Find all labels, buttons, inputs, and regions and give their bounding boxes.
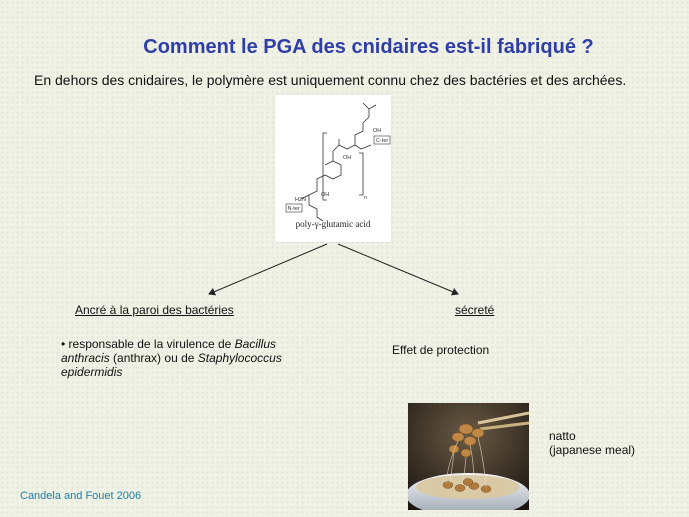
slide-title: Comment le PGA des cnidaires est-il fabriqué ? [143,36,594,58]
species-bacillus: Bacillus anthracis [61,337,277,365]
n-ter-label: N-ter [287,206,300,212]
left-arrow [209,244,327,294]
virulence-text-1: • responsable de la virulence de [61,337,235,351]
anchored-heading: Ancré à la paroi des bactéries [75,303,234,317]
secreted-heading: sécreté [455,303,495,317]
h2n-label: H2N [295,197,307,203]
natto-caption-line2: (japanese meal) [549,443,636,457]
citation: Candela and Fouet 2006 [20,490,142,502]
natto-photo [408,403,529,510]
natto-caption-line1: natto [549,429,576,443]
virulence-text-2: (anthrax) ou de [109,351,198,365]
oh-label-3: OH [321,192,330,198]
species-staphylococcus: Staphylococcus epidermidis [61,351,282,379]
oh-label-2: OH [343,155,352,161]
intro-text: En dehors des cnidaires, le polymère est uniquement connu chez des bactéries et des archées. [34,72,627,88]
natto-caption [549,429,679,457]
structure-caption: poly-γ-glutamic acid [295,219,371,229]
protection-text: Effet de protection [392,343,490,357]
virulence-bullet [61,337,321,379]
repeat-n-label: n [364,195,368,201]
right-arrow [338,244,458,294]
c-ter-label: C-ter [376,138,389,144]
oh-label-1: OH [373,128,382,134]
